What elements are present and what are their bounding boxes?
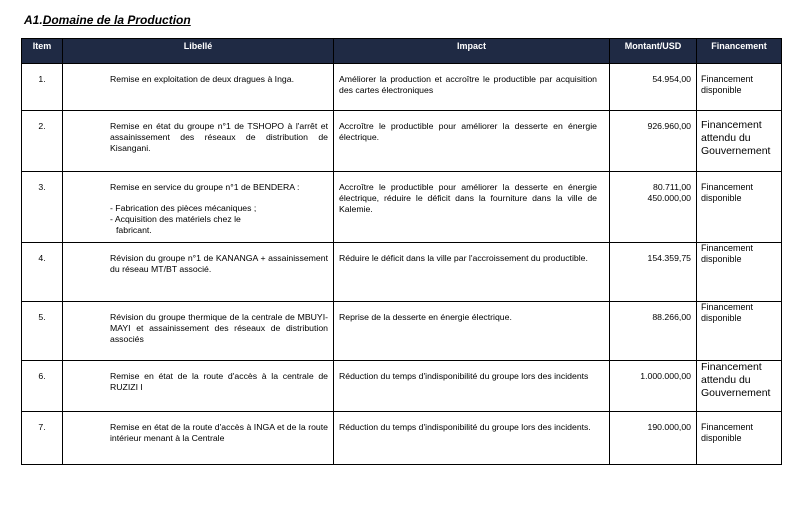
libelle-sub-2-cont: fabricant.	[116, 225, 152, 235]
cell-libelle: Remise en état du groupe n°1 de TSHOPO à l'arrêt et assainissement des réseaux de distribution de Kisangani.	[63, 111, 334, 172]
cell-montant: 190.000,00	[610, 412, 697, 465]
table-row	[22, 361, 782, 412]
production-table	[21, 38, 782, 465]
heading-title: Domaine de la Production	[42, 13, 191, 27]
cell-libelle: Remise en état de la route d'accès à INGA et de la route intérieur menant à la Centrale	[63, 412, 334, 465]
cell-financement: Financement disponible	[697, 243, 782, 302]
header-impact: Impact	[334, 39, 610, 64]
table-row	[22, 302, 782, 361]
heading-prefix: A1.	[24, 13, 43, 27]
montant-b: 450.000,00	[647, 193, 691, 203]
cell-libelle: Remise en état de la route d'accès à la centrale de RUZIZI I	[63, 361, 334, 412]
cell-montant: 54.954,00	[610, 64, 697, 111]
table-row	[22, 243, 782, 302]
cell-libelle: Révision du groupe n°1 de KANANGA + assainissement du réseau MT/BT associé.	[63, 243, 334, 302]
cell-impact: Réduction du temps d'indisponibilité du groupe lors des incidents	[334, 361, 610, 412]
cell-financement: Financement disponible	[697, 64, 782, 111]
libelle-sub-1: - Fabrication des pièces mécaniques ;	[110, 203, 257, 213]
header-item: Item	[22, 39, 63, 64]
montant-a: 80.711,00	[652, 182, 691, 192]
cell-libelle	[63, 172, 334, 243]
cell-montant: 154.359,75	[610, 243, 697, 302]
cell-item: 3.	[22, 172, 63, 243]
header-financement: Financement	[697, 39, 782, 64]
cell-montant	[610, 172, 697, 243]
cell-financement: Financement disponible	[697, 302, 782, 361]
cell-item: 6.	[22, 361, 63, 412]
cell-financement: Financement attendu du Gouvernement	[697, 361, 782, 412]
cell-montant: 1.000.000,00	[610, 361, 697, 412]
cell-item: 4.	[22, 243, 63, 302]
header-libelle: Libellé	[63, 39, 334, 64]
cell-financement: Financement disponible	[697, 172, 782, 243]
cell-montant: 88.266,00	[610, 302, 697, 361]
cell-item: 7.	[22, 412, 63, 465]
libelle-main: Remise en service du groupe n°1 de BENDERA :	[110, 182, 300, 192]
cell-impact: Reprise de la desserte en énergie électrique.	[334, 302, 610, 361]
table-row	[22, 172, 782, 243]
cell-impact: Accroître le productible pour améliorer la desserte en énergie électrique, réduire le déficit dans la fourniture dans la ville de Kalemie.	[334, 172, 610, 243]
table-header-row	[22, 39, 782, 64]
cell-financement: Financement attendu du Gouvernement	[697, 111, 782, 172]
cell-libelle: Remise en exploitation de deux dragues à Inga.	[63, 64, 334, 111]
cell-item: 2.	[22, 111, 63, 172]
cell-impact: Réduction du temps d'indisponibilité du groupe lors des incidents.	[334, 412, 610, 465]
cell-item: 1.	[22, 64, 63, 111]
cell-impact: Réduire le déficit dans la ville par l'accroissement du productible.	[334, 243, 610, 302]
cell-financement: Financement disponible	[697, 412, 782, 465]
cell-libelle: Révision du groupe thermique de la centrale de MBUYI-MAYI et assainissement des réseaux de distribution associés	[63, 302, 334, 361]
header-montant: Montant/USD	[610, 39, 697, 64]
cell-item: 5.	[22, 302, 63, 361]
section-heading	[24, 13, 191, 27]
cell-impact: Améliorer la production et accroître le productible par acquisition des cartes électroniques	[334, 64, 610, 111]
cell-impact: Accroître le productible pour améliorer la desserte en énergie électrique.	[334, 111, 610, 172]
cell-montant: 926.960,00	[610, 111, 697, 172]
libelle-sub-2: - Acquisition des matériels chez le	[110, 214, 241, 224]
table-row	[22, 412, 782, 465]
table-row	[22, 111, 782, 172]
table-row	[22, 64, 782, 111]
